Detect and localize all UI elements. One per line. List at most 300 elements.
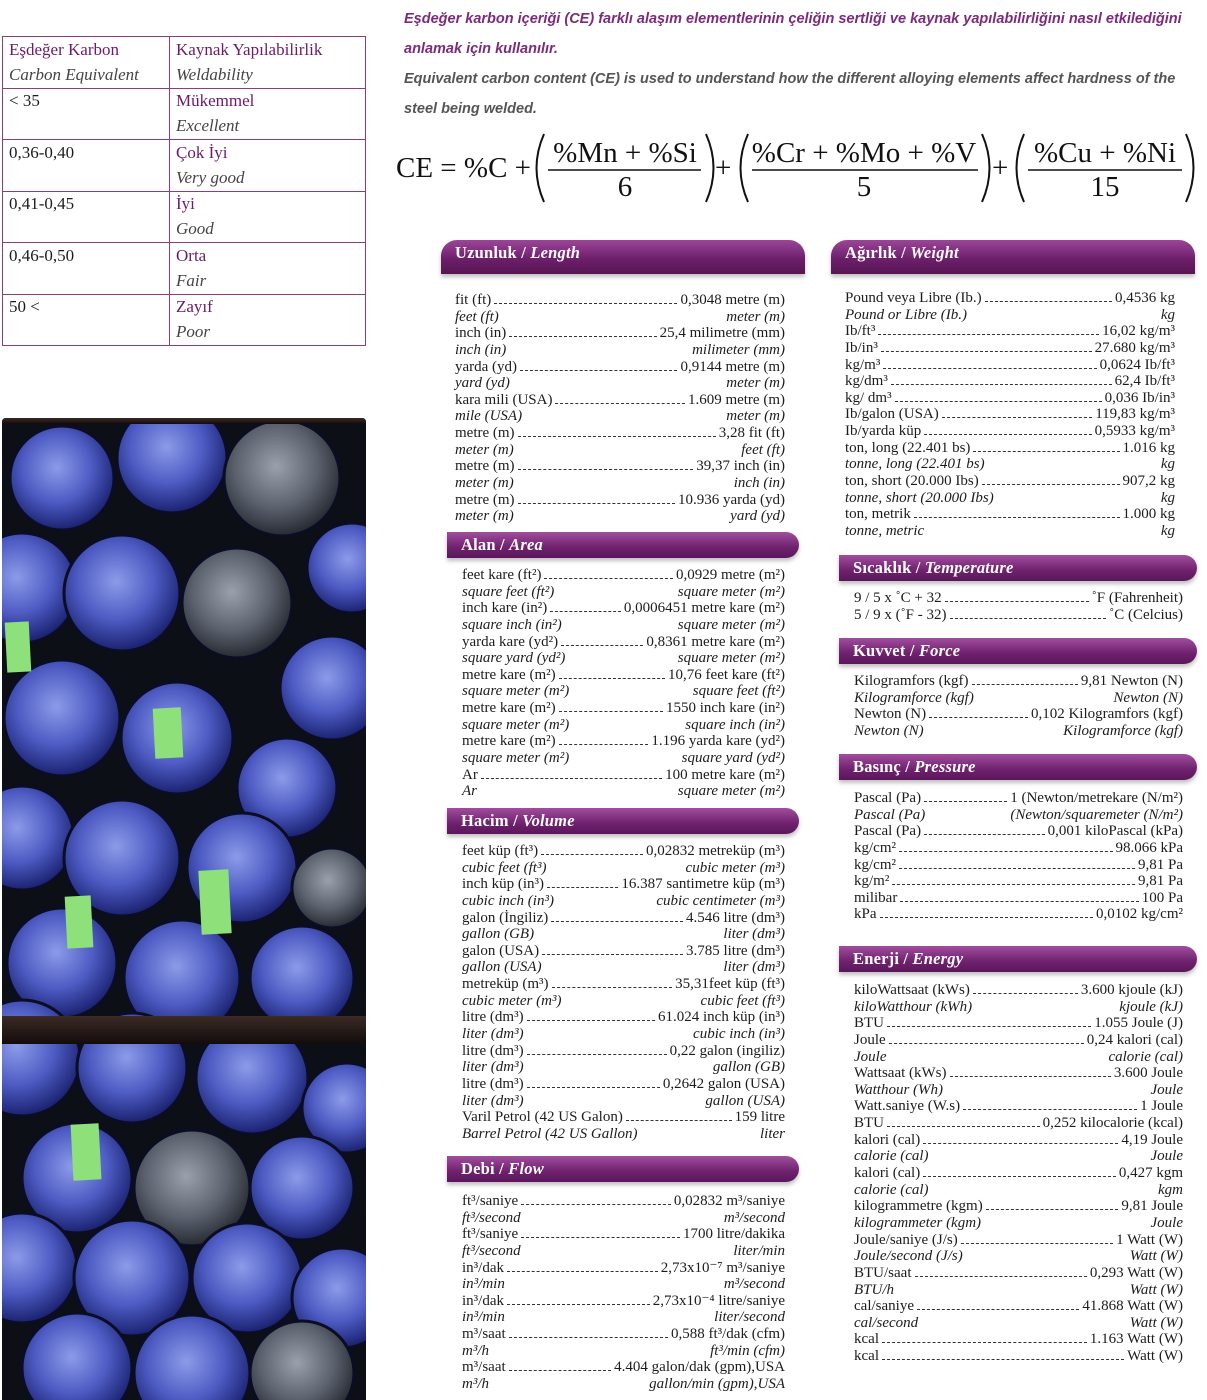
unit-to: 1 Watt (W) [1116, 1231, 1183, 1248]
unit-from: meter (m) [455, 441, 514, 458]
conversion-row [455, 292, 785, 309]
unit-to: kg [1160, 306, 1175, 323]
unit-to: Joule [1150, 1081, 1183, 1098]
unit-from: m³/h [462, 1342, 489, 1359]
unit-from: square inch (in²) [462, 616, 562, 633]
unit-to: calorie (cal) [1108, 1048, 1183, 1065]
unit-to: kg [1160, 522, 1175, 539]
unit-to: 1 (Newton/metrekare (N/m²) [1010, 790, 1183, 806]
unit-to: 159 litre [734, 1109, 785, 1126]
pipe-cap [4, 660, 120, 776]
unit-to: 0,3048 metre (m) [680, 292, 785, 308]
header-carbon: Eşdeğer Karbon [3, 37, 170, 63]
unit-from: fit (ft) [455, 292, 492, 308]
unit-to: 1.016 kg [1122, 439, 1175, 456]
unit-from: Ib/ft³ [845, 323, 876, 340]
unit-from: feet küp (ft³) [462, 843, 539, 859]
formula-den-3: 15 [1090, 171, 1120, 203]
unit-from: BTU/h [854, 1281, 895, 1298]
conversion-row [462, 1326, 785, 1343]
unit-from: Pascal (Pa) [854, 823, 922, 840]
unit-from: kcal [854, 1331, 879, 1348]
unit-to: cubic centimeter (m³) [656, 892, 785, 909]
unit-from: Barrel Petrol (42 US Gallon) [462, 1125, 638, 1142]
table-row [3, 88, 366, 114]
header-weldability: Kaynak Yapılabilirlik [176, 39, 323, 59]
paren-right-1 [706, 134, 714, 202]
unit-from: kg/m³ [845, 356, 881, 373]
leader-dots [626, 1120, 732, 1121]
steel-pipes-photo [2, 418, 366, 1400]
panel-title-separator: / [911, 558, 925, 577]
leader-dots [895, 401, 1102, 402]
conversion-row [462, 993, 785, 1010]
panel-title-tr: Hacim [461, 811, 509, 830]
conversion-row [854, 706, 1183, 723]
unit-to: square meter (m²) [677, 583, 785, 600]
conversion-row [462, 1059, 785, 1076]
unit-to: Newton (N) [1113, 689, 1183, 706]
conversion-row [854, 1165, 1183, 1182]
unit-from: in³/min [462, 1276, 505, 1293]
conversion-row [854, 673, 1183, 690]
unit-to: 1.609 metre (m) [687, 391, 785, 408]
unit-from: tonne, metric [845, 522, 925, 539]
unit-from: liter (dm³) [462, 1059, 524, 1076]
conversion-row [462, 634, 785, 651]
unit-to: 0,9144 metre (m) [680, 358, 785, 375]
unit-to: 1550 inch kare (in²) [665, 700, 785, 717]
panel-title-separator: / [905, 641, 919, 660]
unit-from: ft³/saniye [462, 1193, 519, 1209]
unit-from: square meter (m²) [462, 716, 570, 733]
unit-from: meter (m) [455, 508, 514, 525]
conversion-row [462, 567, 785, 584]
conversion-row [462, 783, 785, 800]
unit-from: metre kare (m²) [462, 666, 556, 683]
unit-from: Ib/galon (USA) [845, 406, 939, 423]
unit-to: inch (in) [733, 475, 785, 492]
unit-to: 1700 litre/dakika [682, 1226, 785, 1243]
leader-dots [481, 778, 662, 779]
leader-dots [527, 1087, 660, 1088]
leader-dots [923, 1176, 1116, 1177]
unit-to: 9,81 Newton (N) [1080, 673, 1183, 689]
ce-range-blank [3, 320, 170, 346]
unit-to: liter [760, 1125, 785, 1142]
unit-to: 10,76 feet kare (ft²) [668, 666, 785, 683]
conversion-row [462, 600, 785, 617]
conversion-row [462, 767, 785, 784]
unit-to: 4.404 galon/dak (gpm),USA [614, 1359, 785, 1376]
conversion-row [455, 492, 785, 509]
ce-range: 50 < [3, 294, 170, 320]
panel-title-separator: / [516, 243, 531, 262]
unit-to: kgm [1158, 1181, 1183, 1198]
leader-dots [507, 1304, 650, 1305]
unit-from: cubic meter (m³) [462, 992, 562, 1009]
conversion-row [854, 1065, 1183, 1082]
formula-plus-1: + [715, 152, 732, 184]
conversion-row [455, 375, 785, 392]
leader-dots [917, 1309, 1079, 1310]
leader-dots [547, 887, 618, 888]
panel-title-tr: Enerji [853, 949, 900, 968]
unit-to: 0,036 Ib/in³ [1104, 389, 1175, 406]
unit-to: 41.868 Watt (W) [1082, 1298, 1183, 1315]
ce-range-blank [3, 114, 170, 140]
conversion-row [462, 1210, 785, 1227]
leader-dots [892, 884, 1135, 885]
conversion-row [854, 1198, 1183, 1215]
unit-from: m³/saat [462, 1359, 506, 1376]
unit-to: 9,81 Joule [1121, 1198, 1183, 1215]
leader-dots [923, 1143, 1118, 1144]
conversion-row [845, 506, 1175, 523]
conversion-row [854, 1248, 1183, 1265]
unit-from: tonne, short (20.000 Ibs) [845, 489, 994, 506]
paren-left-1 [537, 134, 545, 202]
unit-from: tonne, long (22.401 bs) [845, 456, 985, 473]
unit-to: 25,4 milimetre (mm) [659, 325, 785, 342]
conversion-row [462, 1043, 785, 1060]
panel-title-separator: / [899, 949, 913, 968]
ce-formula [396, 128, 1201, 208]
leader-dots [882, 1342, 1087, 1343]
panel-rows-volume [462, 843, 785, 1143]
leader-dots [527, 1054, 667, 1055]
leader-dots [881, 351, 1092, 352]
conversion-row [854, 1015, 1183, 1032]
unit-from: Ar [462, 783, 477, 800]
conversion-row [854, 1182, 1183, 1199]
conversion-row [462, 1109, 785, 1126]
unit-to: cubic feet (ft³) [700, 992, 785, 1009]
unit-from: ft³/second [462, 1242, 521, 1259]
leader-dots [521, 1204, 671, 1205]
unit-from: ton, metrik [845, 506, 911, 523]
unit-from: meter (m) [455, 475, 514, 492]
leader-dots [973, 451, 1119, 452]
unit-to: gallon/min (gpm),USA [649, 1376, 785, 1393]
unit-from: kiloWatthour (kWh) [854, 998, 973, 1015]
unit-to: 4,19 Joule [1121, 1131, 1183, 1148]
unit-from: gallon (GB) [462, 926, 535, 943]
unit-from: kilogrammetre (kgm) [854, 1198, 983, 1215]
leader-dots [561, 645, 643, 646]
leader-dots [527, 1020, 655, 1021]
unit-to: 1.163 Watt (W) [1089, 1331, 1183, 1348]
unit-from: square feet (ft²) [462, 583, 555, 600]
weldability-en: Poor [170, 320, 366, 346]
unit-from: kara mili (USA) [455, 391, 553, 408]
conversion-row [845, 440, 1175, 457]
pipe-cap [224, 420, 340, 536]
conversion-row [455, 408, 785, 425]
unit-from: Watt.saniye (W.s) [854, 1098, 961, 1115]
unit-to: liter (dm³) [723, 926, 785, 943]
unit-to: 0,0624 Ib/ft³ [1099, 356, 1175, 373]
intro-en: Equivalent carbon content (CE) is used to understand how the different alloying elements affect hardness of the steel being welded. [404, 71, 1176, 117]
carbon-equivalent-table [2, 36, 366, 346]
conversion-row [845, 523, 1175, 540]
pipe-cap [182, 548, 292, 658]
unit-to: 27.680 kg/m³ [1094, 339, 1175, 356]
conversion-row [462, 683, 785, 700]
leader-dots [887, 1026, 1091, 1027]
unit-from: BTU [854, 1115, 884, 1132]
conversion-row [462, 1093, 785, 1110]
unit-from: kalori (cal) [854, 1131, 921, 1148]
conversion-row [455, 392, 785, 409]
leader-dots [550, 611, 621, 612]
unit-from: kPa [854, 906, 877, 923]
conversion-row [462, 843, 785, 860]
conversion-row [854, 1132, 1183, 1149]
unit-from: yarda (yd) [455, 358, 518, 375]
unit-to: gallon (GB) [712, 1059, 785, 1076]
panel-title-en: Volume [522, 811, 575, 830]
conversion-row [462, 893, 785, 910]
unit-to: 39,37 inch (in) [696, 458, 785, 475]
leader-dots [882, 1359, 1124, 1360]
unit-to: 0,4536 kg [1115, 290, 1175, 306]
conversion-row [854, 857, 1183, 874]
unit-to: 907,2 kg [1122, 473, 1175, 490]
conversion-row [455, 475, 785, 492]
unit-from: 5 / 9 x (˚F - 32) [854, 606, 947, 623]
panel-rows-energy [854, 982, 1183, 1365]
conversion-row [845, 340, 1175, 357]
conversion-row [462, 1260, 785, 1277]
unit-from: cubic inch (in³) [462, 892, 554, 909]
label-tag [5, 621, 32, 672]
panel-force [839, 638, 1197, 739]
leader-dots [929, 717, 1028, 718]
weldability-en: Excellent [170, 114, 366, 140]
conversion-row [455, 342, 785, 359]
pipe-ends-image [2, 418, 366, 1400]
unit-from: liter (dm³) [462, 1026, 524, 1043]
unit-from: cal/saniye [854, 1298, 914, 1315]
unit-from: BTU/saat [854, 1264, 912, 1281]
conversion-row [462, 717, 785, 734]
unit-to: 16,02 kg/m³ [1102, 323, 1175, 340]
conversion-row [854, 840, 1183, 857]
leader-dots [924, 801, 1007, 802]
conversion-row [854, 1331, 1183, 1348]
conversion-row [845, 373, 1175, 390]
conversion-row [455, 359, 785, 376]
unit-from: metreküp (m³) [462, 976, 549, 993]
panel-header-force [839, 638, 1197, 664]
unit-from: galon (USA) [462, 942, 540, 959]
unit-to: 62,4 Ib/ft³ [1114, 373, 1175, 390]
conversion-row [854, 823, 1183, 840]
unit-from: kg/dm³ [845, 373, 888, 390]
table-header-row-en [3, 62, 366, 88]
unit-from: Wattsaat (kWs) [854, 1065, 947, 1082]
conversion-row [854, 590, 1183, 607]
pipe-cap [10, 426, 114, 530]
conversion-row [455, 309, 785, 326]
table-row [3, 320, 366, 346]
conversion-row [845, 307, 1175, 324]
pipe-cap [280, 636, 366, 740]
conversion-row [845, 290, 1175, 307]
leader-dots [552, 987, 673, 988]
label-tag [65, 895, 94, 948]
unit-to: 1.000 kg [1122, 506, 1175, 523]
leader-dots [891, 384, 1112, 385]
conversion-row [845, 390, 1175, 407]
leader-dots [899, 851, 1113, 852]
unit-from: yarda kare (yd²) [462, 633, 559, 650]
header-carbon-en: Carbon Equivalent [3, 62, 170, 88]
unit-from: galon (İngiliz) [462, 909, 549, 926]
unit-to: meter (m) [726, 408, 785, 425]
panel-title-en: Pressure [914, 757, 976, 776]
unit-from: ft³/second [462, 1209, 521, 1226]
leader-dots [887, 1126, 1040, 1127]
unit-to: 0,0102 kg/cm² [1096, 906, 1183, 923]
paren-right-3 [1186, 134, 1194, 202]
ce-range: 0,46-0,50 [3, 243, 170, 269]
conversion-row [854, 723, 1183, 740]
conversion-row [462, 733, 785, 750]
unit-to: 0,252 kilocalorie (kcal) [1042, 1115, 1183, 1132]
leader-dots [520, 370, 677, 371]
conversion-row [854, 1049, 1183, 1066]
unit-to: 3,28 fit (ft) [718, 425, 785, 442]
unit-to: 9,81 Pa [1138, 873, 1183, 890]
unit-from: square meter (m²) [462, 683, 570, 700]
unit-to: 3.600 kjoule (kJ) [1080, 982, 1183, 998]
unit-to: liter/min [733, 1242, 785, 1259]
panel-title-tr: Ağırlık [845, 243, 897, 262]
unit-from: Watthour (Wh) [854, 1081, 944, 1098]
panel-header-pressure [839, 754, 1197, 780]
weldability-tr: Çok İyi [176, 142, 228, 162]
panel-temperature [839, 555, 1197, 623]
conversion-row [854, 1348, 1183, 1365]
leader-dots [494, 303, 677, 304]
leader-dots [924, 434, 1091, 435]
table-row [3, 294, 366, 320]
conversion-row [854, 1315, 1183, 1332]
unit-from: BTU [854, 1015, 884, 1032]
unit-to: 0,2642 galon (USA) [662, 1075, 785, 1092]
unit-from: litre (dm³) [462, 1042, 524, 1059]
panel-title-en: Energy [912, 949, 964, 968]
conversion-row [462, 910, 785, 927]
unit-to: 0,24 kalori (cal) [1086, 1031, 1183, 1048]
leader-dots [521, 1237, 680, 1238]
panel-energy [839, 946, 1197, 1365]
unit-from: square meter (m²) [462, 750, 570, 767]
label-tag [198, 869, 231, 934]
leader-dots [961, 1243, 1113, 1244]
panel-title-tr: Basınç [853, 757, 901, 776]
weldability-tr: Zayıf [176, 297, 213, 317]
unit-from: metre kare (m²) [462, 700, 556, 717]
unit-to: cubic meter (m³) [685, 859, 785, 876]
table-row [3, 140, 366, 166]
leader-dots [878, 334, 1099, 335]
unit-from: kg/ dm³ [845, 389, 892, 406]
conversion-row [462, 1276, 785, 1293]
unit-to: 0,5933 kg/m³ [1094, 423, 1175, 440]
conversion-row [462, 667, 785, 684]
ce-range: < 35 [3, 88, 170, 114]
leader-dots [507, 1271, 658, 1272]
unit-from: inch (in) [455, 341, 507, 358]
conversion-row [854, 790, 1183, 807]
conversion-row [854, 1082, 1183, 1099]
conversion-row [462, 926, 785, 943]
unit-to: Joule [1150, 1148, 1183, 1165]
conversion-row [854, 873, 1183, 890]
panel-title-separator: / [494, 1159, 509, 1178]
panel-title-en: Weight [910, 243, 959, 262]
leader-dots [880, 917, 1094, 918]
unit-to: milimeter (mm) [692, 341, 785, 358]
formula-num-1: %Mn + %Si [553, 137, 697, 169]
unit-from: feet (ft) [455, 308, 499, 325]
paren-left-2 [741, 134, 749, 202]
unit-from: kiloWattsaat (kWs) [854, 982, 970, 998]
unit-from: Pascal (Pa) [854, 806, 926, 823]
unit-to: 0,0929 metre (m²) [675, 567, 785, 583]
leader-dots [924, 834, 1045, 835]
unit-to: square meter (m²) [677, 783, 785, 800]
unit-from: Joule/second (J/s) [854, 1248, 963, 1265]
pipe-cap [250, 1136, 354, 1240]
ce-range-blank [3, 165, 170, 191]
unit-from: cal/second [854, 1314, 919, 1331]
conversion-row [854, 890, 1183, 907]
unit-from: milibar [854, 889, 898, 906]
ce-range: 0,36-0,40 [3, 140, 170, 166]
unit-to: 0,02832 m³/saniye [673, 1193, 785, 1209]
conversion-row [845, 456, 1175, 473]
unit-from: kilogrammeter (kgm) [854, 1214, 982, 1231]
label-tag [153, 707, 184, 758]
panel-flow [447, 1156, 799, 1393]
leader-dots [518, 503, 675, 504]
conversion-row [462, 650, 785, 667]
leader-dots [518, 469, 694, 470]
unit-from: Pound veya Libre (Ib.) [845, 290, 982, 306]
panel-rows-temperature [854, 590, 1183, 623]
unit-from: cubic feet (ft³) [462, 859, 547, 876]
panel-title-en: Temperature [924, 558, 1014, 577]
unit-from: in³/dak [462, 1292, 504, 1309]
conversion-row [462, 860, 785, 877]
conversion-row [462, 750, 785, 767]
conversion-row [462, 1193, 785, 1210]
panel-header-temperature [839, 555, 1197, 581]
conversion-row [854, 690, 1183, 707]
header-weldability-en: Weldability [170, 62, 366, 88]
unit-to: 3.785 litre (dm³) [685, 942, 785, 959]
conversion-row [462, 1226, 785, 1243]
leader-dots [915, 1276, 1087, 1277]
leader-dots [963, 1109, 1137, 1110]
unit-to: 0,001 kiloPascal (kPa) [1047, 823, 1183, 840]
unit-from: liter (dm³) [462, 1092, 524, 1109]
panel-title-tr: Kuvvet [853, 641, 906, 660]
